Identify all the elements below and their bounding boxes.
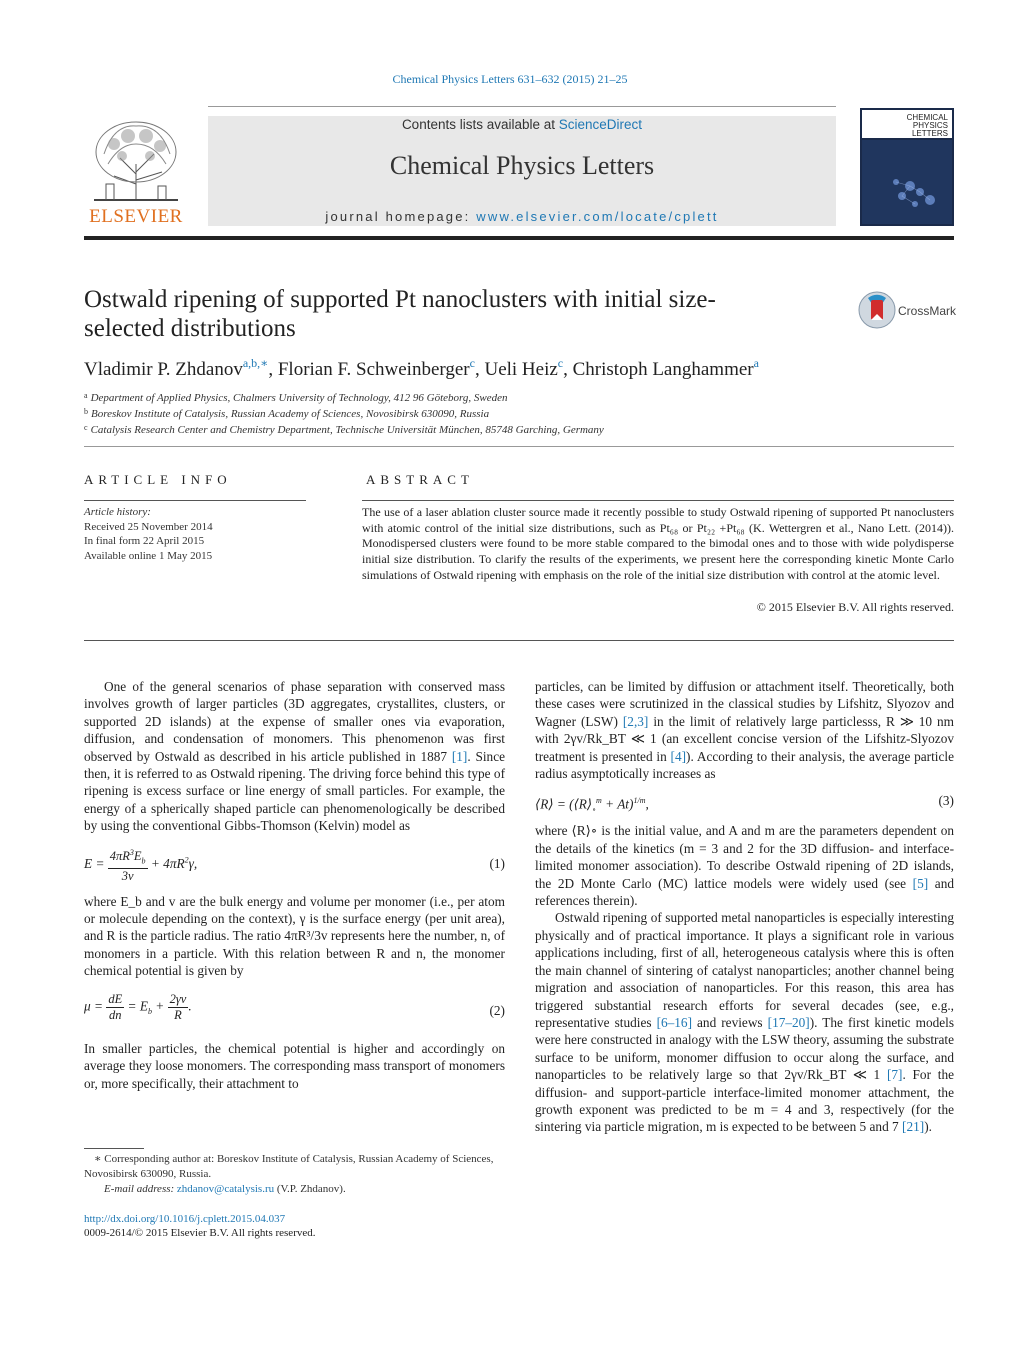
revised-date: In final form 22 April 2015	[84, 535, 205, 547]
equation-2: μ = $\frac{dE}{dn}$ = $E_b$ + $\frac{2\gamma v}{R}$ . (2)	[84, 991, 505, 1022]
affiliations-divider	[84, 446, 954, 447]
doi-link[interactable]: http://dx.doi.org/10.1016/j.cplett.2015.04.037	[84, 1213, 286, 1225]
cover-title-line-1: CHEMICAL	[906, 113, 948, 122]
abstract-heading: ABSTRACT	[366, 472, 474, 487]
body-paragraph: In smaller particles, the chemical potential is higher and accordingly on average they loose monomers. The corresponding mass transport of monomers or, more specifically, their attachment to	[84, 1040, 505, 1091]
publisher-logo-text: ELSEVIER	[89, 206, 183, 226]
affiliation-label: a	[84, 391, 88, 400]
affiliation-label: c	[84, 423, 88, 432]
body-left-column	[84, 678, 505, 1092]
paragraph-text: ). The first kinetic models were here constructed in analogy with the LSW theory, assuming the substrate surface to be uniform, monomer diffusion to occur along the surface, and nanoparticles to be relatively large so that 2γv/Rk_BT ≪ 1	[535, 1014, 955, 1083]
reference-link[interactable]: [2,3]	[622, 713, 649, 729]
paragraph-text: ).	[924, 1119, 932, 1135]
reference-link[interactable]: [21]	[902, 1119, 925, 1135]
reference-link[interactable]: [7]	[886, 1067, 903, 1083]
received-date: Received 25 November 2014	[84, 520, 213, 533]
abstract-text: The use of a laser ablation cluster source made it recently possible to study Ostwald ripening of supported Pt nanoclusters with atomic control of the initial size distributions, such as Pt₆₈ or Pt₂₂ +Pt₆₈ (K. Wettergren et al., Nano Lett. (2014)). Monodispersed clusters were found to be more stable compared to the bimodal ones and to those with wide polydisperse initial size distribution. To clarify the results of the experiments, we present here the corresponding kinetic Monte Carlo simulations of Ostwald ripening with emphasis on the role of the initial size distribution with control at the atomic level.	[362, 505, 954, 582]
online-date: Available online 1 May 2015	[84, 549, 213, 562]
author-name[interactable]: Vladimir P. Zhdanov	[84, 359, 243, 380]
reference-link[interactable]: [1]	[451, 748, 468, 764]
sciencedirect-link[interactable]: ScienceDirect	[558, 117, 643, 132]
affiliation-label: b	[84, 407, 88, 416]
paragraph-text: Ostwald ripening of supported metal nanoparticles is especially interesting physically and of practical importance. It plays a significant role in various applications including, first of all, heterogeneous catalysis where this is often the main channel of sintering of catalyst nanoparticles; another channel being migration and association of nanoparticles. For this reason, this area has triggered substantial research efforts for several decades (see, e.g., representative studies	[535, 910, 954, 1030]
paragraph-text: particles, can be limited by diffusion or attachment itself. Theoretically, both these cases were scrutinized in the classical studies by Lifshitz, Slyozov and Wagner (LSW)	[535, 679, 954, 729]
article-info-divider	[84, 500, 306, 501]
equation-number: (3)	[938, 793, 954, 809]
abstract-divider	[362, 500, 954, 501]
author-name[interactable]: Florian F. Schweinberger	[277, 359, 470, 380]
crossmark-button[interactable]	[858, 290, 958, 330]
reference-link[interactable]: [5]	[912, 875, 929, 891]
header-top-divider	[208, 106, 836, 107]
abstract-bottom-divider	[84, 640, 954, 641]
elsevier-logo	[84, 114, 188, 226]
equation-number: (1)	[489, 855, 505, 871]
contents-availability	[208, 117, 836, 132]
body-paragraph: where E_b and v are the bulk energy and volume per monomer (i.e., per atom or molecule depending on the context), γ is the surface energy (per unit area), and R is the particle radius. The ratio 4πR³/3v represents here the number, n, of monomers in a particle. With this relation between R and n, the monomer chemical potential is given by	[84, 893, 505, 979]
affiliations	[84, 389, 954, 437]
paragraph-text: ). According to their analysis, the average particle radius asymptotically increases as	[535, 748, 955, 782]
article-title: Ostwald ripening of supported Pt nanoclusters with initial size-selected distributions	[84, 286, 716, 342]
equation-number: (2)	[489, 1002, 505, 1018]
affiliation-item	[84, 421, 954, 437]
affiliation-item	[84, 389, 954, 405]
author-affiliation-marks[interactable]: c	[469, 356, 475, 370]
issn-copyright: 0009-2614/© 2015 Elsevier B.V. All rights reserved.	[84, 1227, 316, 1239]
crossmark-label: CrossMark	[898, 304, 957, 318]
paragraph-text: . Since then, it is referred to as Ostwald ripening. The driving force behind this type of ripening is excess surface or line energy of small particles. For example, the energy of a spherically shaped particle can phenomenologically be described by using the conventional Gibbs-Thomson (Kelvin) model as	[84, 748, 505, 834]
cover-title-line-2: PHYSICS	[912, 121, 948, 130]
equation-1: E = $\frac{4\pi R^3E_b}{3v}$ + $4\pi R^2\gamma$, (1)	[84, 845, 505, 883]
body-paragraph	[84, 678, 505, 835]
email-suffix: (V.P. Zhdanov).	[274, 1183, 346, 1195]
article-info-heading: ARTICLE INFO	[84, 472, 232, 487]
corresponding-author-footnote	[84, 1152, 505, 1197]
affiliation-item	[84, 405, 954, 421]
paragraph-text: and reviews	[692, 1014, 763, 1030]
abstract-copyright: © 2015 Elsevier B.V. All rights reserved.	[756, 600, 954, 614]
history-label: Article history:	[84, 506, 151, 518]
cover-title-line-3: LETTERS	[911, 129, 948, 138]
author-name[interactable]: Ueli Heiz	[484, 359, 558, 380]
journal-homepage	[208, 209, 836, 224]
header-bottom-divider	[84, 236, 954, 240]
doi-block	[84, 1212, 505, 1240]
body-paragraph	[535, 822, 954, 909]
footnote-divider	[84, 1148, 144, 1149]
paragraph-text: where ⟨R⟩∘ is the initial value, and A and m are the parameters dependent on the details of the kinetics (m = 3 and 2 for the 3D diffusion- and interface-limited monomer association). To describe Ostwald ripening of 2D islands, the 2D Monte Carlo (MC) lattice models were widely used (see	[535, 823, 954, 891]
paragraph-text: . For the diffusion- and support-particle interface-limited monomer attachment, the growth exponent was predicted to be m = 4 and 3, respectively (for the sintering via particle migration, m is expected to be between 5 and 7	[535, 1067, 954, 1135]
contents-prefix: Contents lists available at	[401, 117, 559, 132]
email-link[interactable]: zhdanov@catalysis.ru	[176, 1183, 275, 1195]
email-label: E-mail address:	[104, 1183, 177, 1195]
paragraph-text: and references therein).	[535, 875, 954, 909]
paragraph-text: in the limit of relatively large particlesss, R ≫ 10 nm with 2γv/Rk_BT ≪ 1 (an excellent concise version of the Lifshitz-Slyozov treatment is presented in	[535, 713, 955, 764]
reference-link[interactable]: [17–20]	[767, 1014, 810, 1030]
author-affiliation-marks[interactable]: a	[753, 356, 759, 370]
homepage-prefix: journal homepage:	[325, 209, 477, 224]
author-affiliation-marks[interactable]: a,b,∗	[242, 356, 269, 370]
journal-cover-thumbnail[interactable]	[860, 108, 954, 226]
affiliation-text: Department of Applied Physics, Chalmers University of Technology, 412 96 Göteborg, Sweden	[90, 392, 508, 404]
author-name[interactable]: Christoph Langhammer	[572, 359, 754, 380]
author-affiliation-marks[interactable]: c	[557, 356, 564, 370]
author-list: Vladimir P. Zhdanov$^{a,b,∗}$, Florian F. Schweinberger$^c$, Ueli Heiz$^c$, Christoph Langhammer$^a$	[84, 356, 759, 380]
body-right-column	[535, 678, 954, 1136]
equation-3: ⟨R⟩ = $(⟨R⟩_\circ^m + At)^{1/m}$, (3)	[535, 793, 954, 815]
footnote-marker: ∗	[94, 1153, 102, 1165]
reference-link[interactable]: [4]	[670, 748, 687, 764]
homepage-link[interactable]: www.elsevier.com/locate/cplett	[476, 209, 719, 224]
paragraph-text: One of the general scenarios of phase separation with conserved mass involves growth of larger particles (3D aggregates, crystallites, clusters, or supported 2D islands) at the expense of smaller ones via evaporation, diffusion, and condensation of monomers. This phenomenon was first observed by Ostwald as described in his article published in 1887	[84, 679, 505, 764]
article-history	[84, 505, 314, 563]
journal-citation-link[interactable]: Chemical Physics Letters 631–632 (2015) 21–25	[392, 72, 628, 86]
body-paragraph	[535, 678, 954, 782]
journal-name: Chemical Physics Letters	[389, 151, 655, 180]
body-paragraph	[535, 909, 954, 1135]
reference-link[interactable]: [6–16]	[656, 1014, 693, 1030]
affiliation-text: Catalysis Research Center and Chemistry Department, Technische Universität München, 85748 Garching, Germany	[90, 424, 604, 436]
affiliation-text: Boreskov Institute of Catalysis, Russian Academy of Sciences, Novosibirsk 630090, Russia	[91, 408, 490, 420]
corresponding-author-text: Corresponding author at: Boreskov Institute of Catalysis, Russian Academy of Sciences, Novosibirsk 630090, Russia.	[84, 1153, 494, 1180]
